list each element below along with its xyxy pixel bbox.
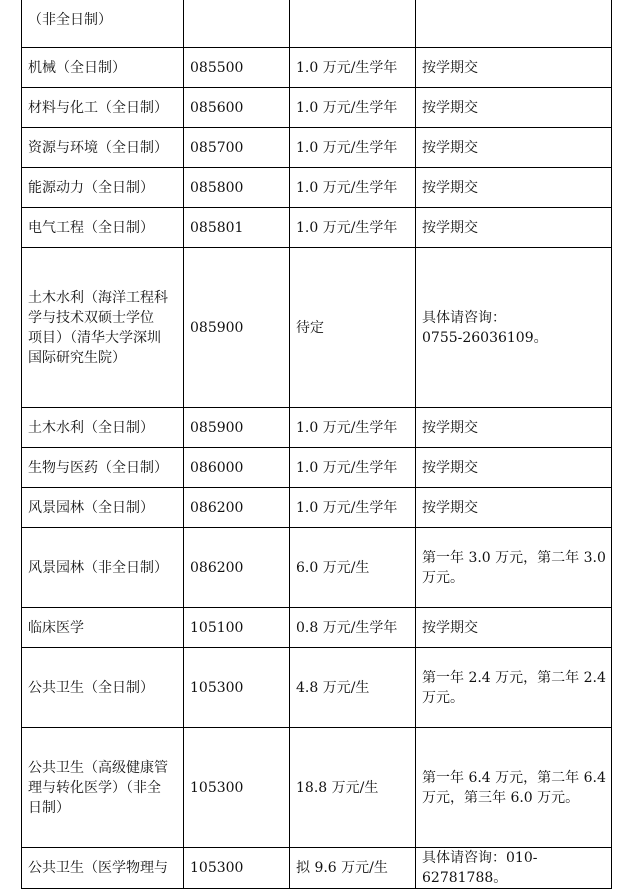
payment-cell: 按学期交: [416, 48, 612, 88]
payment-cell: [416, 0, 612, 48]
table-row: [22, 88, 612, 128]
payment-cell: 第一年 3.0 万元，第二年 3.0 万元。: [416, 528, 612, 608]
fee-cell: 0.8 万元/生学年: [290, 608, 416, 648]
program-code-cell: 086200: [184, 488, 290, 528]
table-row: [22, 848, 612, 889]
payment-cell: 第一年 2.4 万元，第二年 2.4 万元。: [416, 648, 612, 728]
payment-cell: 按学期交: [416, 88, 612, 128]
program-name-cell: 电气工程（全日制）: [22, 208, 184, 248]
program-name-cell: 公共卫生（高级健康管 理与转化医学）（非全 日制）: [22, 728, 184, 848]
program-name-cell: 材料与化工（全日制）: [22, 88, 184, 128]
program-name-cell: 风景园林（非全日制）: [22, 528, 184, 608]
fee-cell: 18.8 万元/生: [290, 728, 416, 848]
payment-cell: 按学期交: [416, 208, 612, 248]
table-row: [22, 208, 612, 248]
table-row: [22, 488, 612, 528]
fee-cell: 1.0 万元/生学年: [290, 448, 416, 488]
program-code-cell: 105100: [184, 608, 290, 648]
payment-cell: 按学期交: [416, 488, 612, 528]
payment-cell: 按学期交: [416, 168, 612, 208]
program-name-cell: 生物与医药（全日制）: [22, 448, 184, 488]
program-code-cell: 085500: [184, 48, 290, 88]
table-row: [22, 448, 612, 488]
fee-cell: 拟 9.6 万元/生: [290, 848, 416, 889]
program-code-cell: 085900: [184, 248, 290, 408]
program-name-cell: 风景园林（全日制）: [22, 488, 184, 528]
fee-cell: 1.0 万元/生学年: [290, 128, 416, 168]
program-code-cell: 085800: [184, 168, 290, 208]
fee-cell: 1.0 万元/生学年: [290, 48, 416, 88]
table-row: [22, 168, 612, 208]
fee-cell: 1.0 万元/生学年: [290, 168, 416, 208]
table-row: [22, 608, 612, 648]
fee-cell: 1.0 万元/生学年: [290, 208, 416, 248]
program-name-cell: 土木水利（全日制）: [22, 408, 184, 448]
program-code-cell: [184, 0, 290, 48]
program-code-cell: 085900: [184, 408, 290, 448]
fee-cell: 1.0 万元/生学年: [290, 88, 416, 128]
fee-cell: 6.0 万元/生: [290, 528, 416, 608]
program-name-cell: 资源与环境（全日制）: [22, 128, 184, 168]
table-row: [22, 408, 612, 448]
program-code-cell: 105300: [184, 848, 290, 889]
program-name-cell: 机械（全日制）: [22, 48, 184, 88]
fee-cell: 4.8 万元/生: [290, 648, 416, 728]
tuition-fee-table: [21, 0, 612, 889]
program-code-cell: 085600: [184, 88, 290, 128]
payment-cell: 按学期交: [416, 448, 612, 488]
payment-cell: 具体请咨询：010-62781788。: [416, 848, 612, 889]
table-row: [22, 128, 612, 168]
program-code-cell: 085801: [184, 208, 290, 248]
payment-cell: 按学期交: [416, 608, 612, 648]
table-row: [22, 528, 612, 608]
fee-cell: 待定: [290, 248, 416, 408]
program-name-cell: 能源动力（全日制）: [22, 168, 184, 208]
program-code-cell: 086000: [184, 448, 290, 488]
payment-cell: 按学期交: [416, 408, 612, 448]
table-row: [22, 48, 612, 88]
fee-cell: [290, 0, 416, 48]
fee-cell: 1.0 万元/生学年: [290, 408, 416, 448]
payment-cell: 具体请咨询： 0755-26036109。: [416, 248, 612, 408]
program-name-cell: 临床医学: [22, 608, 184, 648]
program-name-cell: 公共卫生（医学物理与: [22, 848, 184, 889]
program-name-cell: （非全日制）: [22, 0, 184, 48]
program-code-cell: 086200: [184, 528, 290, 608]
fee-cell: 1.0 万元/生学年: [290, 488, 416, 528]
program-code-cell: 105300: [184, 648, 290, 728]
program-name-cell: 公共卫生（全日制）: [22, 648, 184, 728]
table-row: [22, 728, 612, 848]
payment-cell: 按学期交: [416, 128, 612, 168]
table-row: [22, 248, 612, 408]
table-row: [22, 648, 612, 728]
payment-cell: 第一年 6.4 万元，第二年 6.4 万元，第三年 6.0 万元。: [416, 728, 612, 848]
program-code-cell: 105300: [184, 728, 290, 848]
table-row: [22, 0, 612, 48]
program-code-cell: 085700: [184, 128, 290, 168]
program-name-cell: 土木水利（海洋工程科 学与技术双硕士学位 项目）（清华大学深圳 国际研究生院）: [22, 248, 184, 408]
